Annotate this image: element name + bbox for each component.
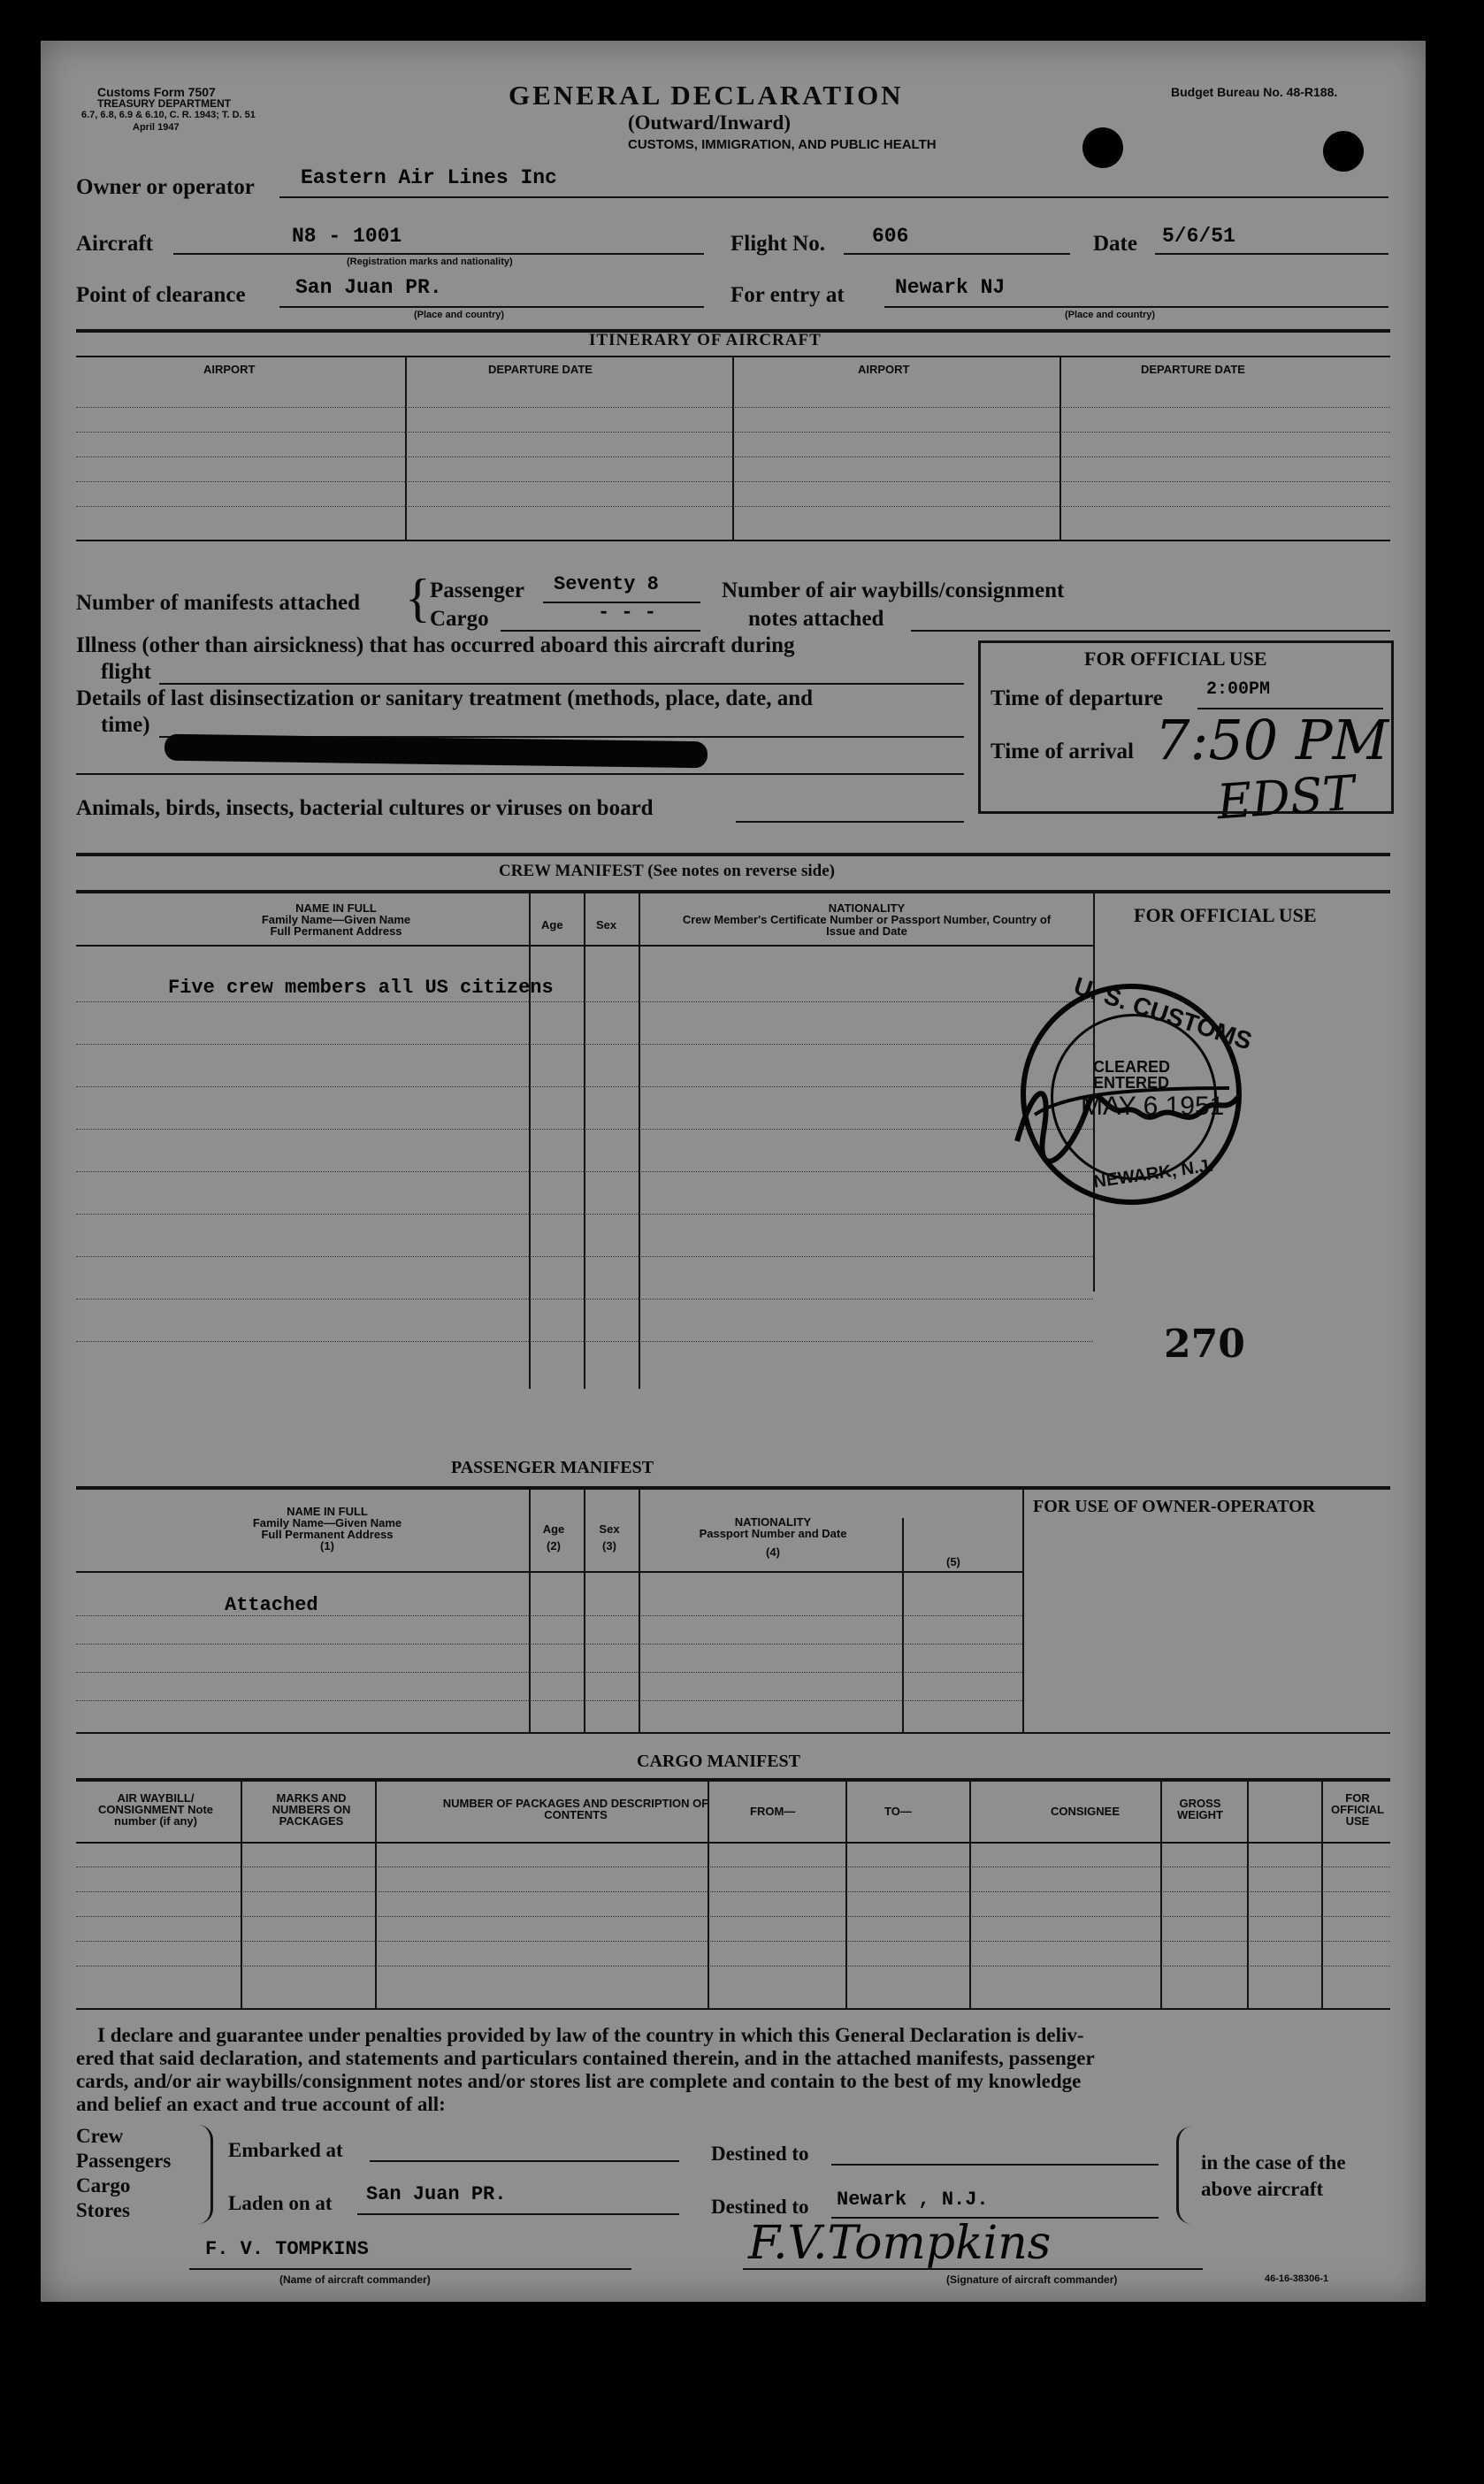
clearance-note: (Place and country)	[414, 310, 505, 320]
entry-note: (Place and country)	[1065, 310, 1156, 320]
embarked-underline	[370, 2160, 679, 2162]
cargo-divider-5	[969, 1778, 971, 2008]
crew-col-nat-label: NATIONALITY	[828, 901, 906, 915]
illness-label: Illness (other than airsickness) that has occurred aboard this aircraft during	[76, 633, 795, 657]
declaration-cargo: Cargo	[76, 2174, 131, 2196]
laden-label: Laden on at	[228, 2192, 333, 2214]
flight-value: 606	[872, 225, 909, 248]
itinerary-bottom-rule	[76, 540, 1390, 541]
destined-value: Newark , N.J.	[837, 2189, 989, 2211]
declaration-left-bracket	[198, 2125, 213, 2224]
crew-row-line	[76, 1129, 1093, 1130]
cargo-title: CARGO MANIFEST	[637, 1752, 801, 1771]
itinerary-row-line	[76, 481, 1390, 482]
passenger-col-name-sub2: Full Permanent Address	[261, 1528, 394, 1541]
cargo-divider-3	[708, 1778, 709, 2008]
aircraft-value: N8 - 1001	[292, 225, 402, 248]
stamp-bottom-text: NEWARK, N.J.	[1092, 1155, 1215, 1192]
passenger-row-line	[76, 1700, 1022, 1701]
crew-col-nationality	[646, 902, 1088, 937]
punch-hole-right	[1323, 131, 1364, 172]
passenger-col-n3: (3)	[602, 1539, 616, 1552]
declaration-text-1: I declare and guarantee under penalties provided by law of the country in which this General Declaration is deliv-	[97, 2024, 1084, 2046]
itinerary-row-line	[76, 432, 1390, 433]
passenger-col-age	[531, 1523, 577, 1552]
passenger-row-line	[76, 1615, 1022, 1616]
print-code: 46-16-38306-1	[1265, 2273, 1329, 2284]
right-text-1: in the case of the	[1201, 2151, 1346, 2174]
passenger-count: Seventy 8	[554, 573, 659, 595]
cargo-col-marks: MARKS AND NUMBERS ON PACKAGES	[272, 1791, 351, 1828]
cargo-title-rule	[76, 1778, 1390, 1782]
owner-underline	[279, 196, 1388, 198]
form-id-line-4: April 1947	[133, 122, 180, 133]
crew-row-line	[76, 1001, 1093, 1002]
entry-underline	[884, 306, 1388, 308]
crew-entry: Five crew members all US citizens	[168, 977, 554, 999]
form-id-line-3: 6.7, 6.8, 6.9 & 6.10, C. R. 1943; T. D. 51	[81, 110, 256, 120]
crew-title-rule	[76, 890, 1390, 893]
owner-value: Eastern Air Lines Inc	[301, 166, 557, 189]
laden-underline	[357, 2213, 679, 2215]
date-label: Date	[1093, 232, 1137, 256]
cargo-row-line	[76, 1891, 1390, 1892]
clearance-value: San Juan PR.	[295, 276, 442, 299]
crew-row-line	[76, 1044, 1093, 1045]
arrival-time-value: 7:50 PM	[1155, 708, 1389, 772]
passenger-divider-age	[529, 1490, 531, 1732]
crew-col-name	[142, 902, 531, 937]
passenger-col-n2: (2)	[547, 1539, 561, 1552]
crew-row-line	[76, 1086, 1093, 1087]
cargo-col-waybill: AIR WAYBILL/ CONSIGNMENT Note number (if any)	[98, 1791, 213, 1828]
illness-label-2: flight	[101, 660, 151, 684]
cargo-divider-4	[845, 1778, 847, 2008]
flight-label: Flight No.	[731, 232, 825, 256]
disinsect-label-2: time)	[101, 713, 150, 737]
passenger-col-sex-label: Sex	[599, 1522, 620, 1536]
embarked-label: Embarked at	[228, 2139, 343, 2161]
cargo-divider-7	[1247, 1778, 1249, 2008]
cargo-row-line	[76, 1916, 1390, 1917]
right-text-2: above aircraft	[1201, 2178, 1324, 2200]
passenger-col-sex	[585, 1523, 633, 1552]
animals-label: Animals, birds, insects, bacterial cultures or viruses on board	[76, 796, 654, 820]
date-value: 5/6/51	[1162, 225, 1235, 248]
crew-row-line	[76, 1214, 1093, 1215]
budget-bureau: Budget Bureau No. 48-R188.	[1171, 85, 1338, 99]
signature-note: (Signature of aircraft commander)	[946, 2273, 1118, 2286]
commander-name: F. V. TOMPKINS	[205, 2238, 369, 2260]
stamp-entered: ENTERED	[1093, 1074, 1170, 1092]
animals-underline	[736, 821, 964, 823]
stamp-signature-scrawl	[1008, 1062, 1247, 1168]
departure-time-label: Time of departure	[991, 686, 1163, 710]
form-id-line-1: Customs Form 7507	[97, 85, 216, 99]
declaration-text-4: and belief an exact and true account of all:	[76, 2093, 446, 2115]
manifests-brace: {	[405, 569, 431, 627]
waybill-label: Number of air waybills/consignment	[722, 579, 1065, 602]
destined-label-2: Destined to	[711, 2196, 809, 2218]
clearance-underline	[279, 306, 704, 308]
crew-col-official: FOR OFFICIAL USE	[1134, 904, 1317, 926]
passenger-col-n1: (1)	[320, 1539, 334, 1552]
declaration-stores: Stores	[76, 2199, 130, 2221]
arrival-time-label: Time of arrival	[991, 740, 1134, 763]
departure-time-value: 2:00PM	[1206, 679, 1271, 700]
itinerary-row-line	[76, 506, 1390, 507]
stamp-cleared: CLEARED	[1093, 1058, 1171, 1076]
form-id-line-2: TREASURY DEPARTMENT	[97, 97, 232, 110]
passenger-header-rule	[76, 1571, 1022, 1573]
cargo-col-from: FROM—	[750, 1805, 796, 1818]
cargo-divider-1	[241, 1778, 242, 2008]
cargo-header-rule	[76, 1842, 1390, 1844]
crew-col-name-sub: Family Name—Given Name	[261, 913, 411, 926]
declaration-text-3: cards, and/or air waybills/consignment notes and/or stores list are complete and contain to the best of my knowledge	[76, 2070, 1082, 2092]
form-subtitle: (Outward/Inward)	[628, 111, 792, 134]
crew-row-line	[76, 1341, 1093, 1342]
waybill-underline	[911, 630, 1390, 632]
owner-label: Owner or operator	[76, 175, 255, 199]
punch-hole-left	[1082, 127, 1123, 168]
passenger-divider-sex	[584, 1490, 585, 1732]
passenger-col-name-label: NAME IN FULL	[287, 1505, 368, 1518]
passenger-col-nationality	[640, 1516, 906, 1558]
passenger-top-rule	[76, 1486, 1390, 1490]
commander-signature: F.V.Tompkins	[748, 2217, 1052, 2270]
crew-divider-age	[529, 893, 531, 1389]
passenger-col-age-label: Age	[542, 1522, 565, 1536]
crew-top-rule	[76, 853, 1390, 856]
passenger-col-name-sub: Family Name—Given Name	[252, 1516, 402, 1530]
itinerary-col-airport-2: AIRPORT	[858, 363, 910, 376]
declaration-right-bracket	[1176, 2127, 1191, 2224]
cargo-col-official: FOR OFFICIAL USE	[1331, 1791, 1384, 1828]
waybill-label-2: notes attached	[748, 607, 884, 631]
form-title: GENERAL DECLARATION	[509, 80, 904, 111]
cargo-col-weight: GROSS WEIGHT	[1177, 1797, 1223, 1821]
cargo-count: - - -	[598, 602, 657, 624]
passenger-col-nat-sub: Passport Number and Date	[699, 1527, 847, 1540]
itinerary-divider-3	[1059, 356, 1061, 540]
arrival-time-zone: EDST	[1214, 764, 1357, 831]
destined-underline-1	[831, 2164, 1159, 2166]
passenger-col-n4: (4)	[766, 1545, 780, 1559]
crew-col-name-sub2: Full Permanent Address	[270, 924, 402, 938]
handwritten-number: 270	[1164, 1322, 1245, 1367]
declaration-passengers: Passengers	[76, 2150, 172, 2172]
form-agencies: CUSTOMS, IMMIGRATION, AND PUBLIC HEALTH	[628, 137, 937, 152]
manifests-label: Number of manifests attached	[76, 591, 361, 615]
flight-underline	[844, 253, 1070, 255]
passenger-bottom-rule	[76, 1732, 1390, 1734]
itinerary-col-airport-1: AIRPORT	[203, 363, 256, 376]
itinerary-row-line	[76, 407, 1390, 408]
crew-col-sex: Sex	[596, 918, 617, 932]
cargo-divider-8	[1321, 1778, 1323, 2008]
itinerary-divider-1	[405, 356, 407, 540]
itinerary-title: ITINERARY OF AIRCRAFT	[589, 331, 822, 349]
destined-label-1: Destined to	[711, 2143, 809, 2165]
declaration-text-2: ered that said declaration, and statements and particulars contained therein, and in the attached manifests, passenger	[76, 2047, 1095, 2069]
disinsect-underline-2	[76, 773, 964, 775]
entry-value: Newark NJ	[895, 276, 1006, 299]
passenger-col-name	[133, 1506, 522, 1552]
cargo-divider-2	[375, 1778, 377, 2008]
itinerary-col-date-1: DEPARTURE DATE	[488, 363, 593, 376]
cargo-divider-6	[1160, 1778, 1162, 2008]
stamp-top-text: U. S. CUSTOMS	[1070, 971, 1256, 1055]
stamp-date: MAY 6 1951	[1081, 1092, 1225, 1121]
signature-underline	[743, 2268, 1203, 2270]
crew-row-line	[76, 1299, 1093, 1300]
crew-divider-nat	[639, 893, 640, 1389]
cargo-bottom-rule	[76, 2008, 1390, 2010]
entry-label: For entry at	[731, 283, 845, 307]
passenger-col-owner: FOR USE OF OWNER-OPERATOR	[1033, 1497, 1316, 1516]
itinerary-col-date-2: DEPARTURE DATE	[1141, 363, 1245, 376]
date-underline	[1155, 253, 1388, 255]
illness-underline	[159, 683, 964, 685]
laden-value: San Juan PR.	[366, 2183, 507, 2205]
crew-title: CREW MANIFEST (See notes on reverse side)	[499, 862, 835, 880]
itinerary-divider-2	[732, 356, 734, 540]
cargo-label: Cargo	[430, 607, 489, 631]
passenger-title: PASSENGER MANIFEST	[451, 1458, 654, 1477]
crew-col-age: Age	[541, 918, 563, 932]
commander-underline	[189, 2268, 631, 2270]
commander-note: (Name of aircraft commander)	[279, 2273, 431, 2286]
passenger-label: Passenger	[430, 579, 524, 602]
cargo-underline	[501, 630, 700, 632]
passenger-entry: Attached	[225, 1594, 318, 1616]
clearance-label: Point of clearance	[76, 283, 246, 307]
crew-divider-sex	[584, 893, 585, 1389]
declaration-crew: Crew	[76, 2125, 124, 2147]
aircraft-note: (Registration marks and nationality)	[347, 257, 513, 267]
passenger-divider-nat	[639, 1490, 640, 1732]
cargo-col-to: TO—	[884, 1805, 912, 1818]
crew-row-line	[76, 1256, 1093, 1257]
passenger-divider-owner	[1022, 1490, 1024, 1732]
cargo-col-consignee: CONSIGNEE	[1051, 1805, 1121, 1818]
passenger-row-line	[76, 1672, 1022, 1673]
disinsect-label: Details of last disinsectization or sanitary treatment (methods, place, date, and	[76, 686, 814, 710]
cargo-col-packages: NUMBER OF PACKAGES AND DESCRIPTION OF CONTENTS	[442, 1797, 709, 1821]
itinerary-row-line	[76, 456, 1390, 457]
passenger-col-5: (5)	[946, 1555, 960, 1568]
aircraft-label: Aircraft	[76, 232, 153, 256]
aircraft-underline	[173, 253, 704, 255]
passenger-col-nat-label: NATIONALITY	[734, 1515, 812, 1529]
official-use-title: FOR OFFICIAL USE	[1084, 648, 1267, 670]
crew-col-nat-sub: Crew Member's Certificate Number or Passport Number, Country of Issue and Date	[682, 913, 1052, 938]
crew-row-line	[76, 1171, 1093, 1172]
cargo-row-line	[76, 1941, 1390, 1942]
crew-col-name-label: NAME IN FULL	[295, 901, 377, 915]
